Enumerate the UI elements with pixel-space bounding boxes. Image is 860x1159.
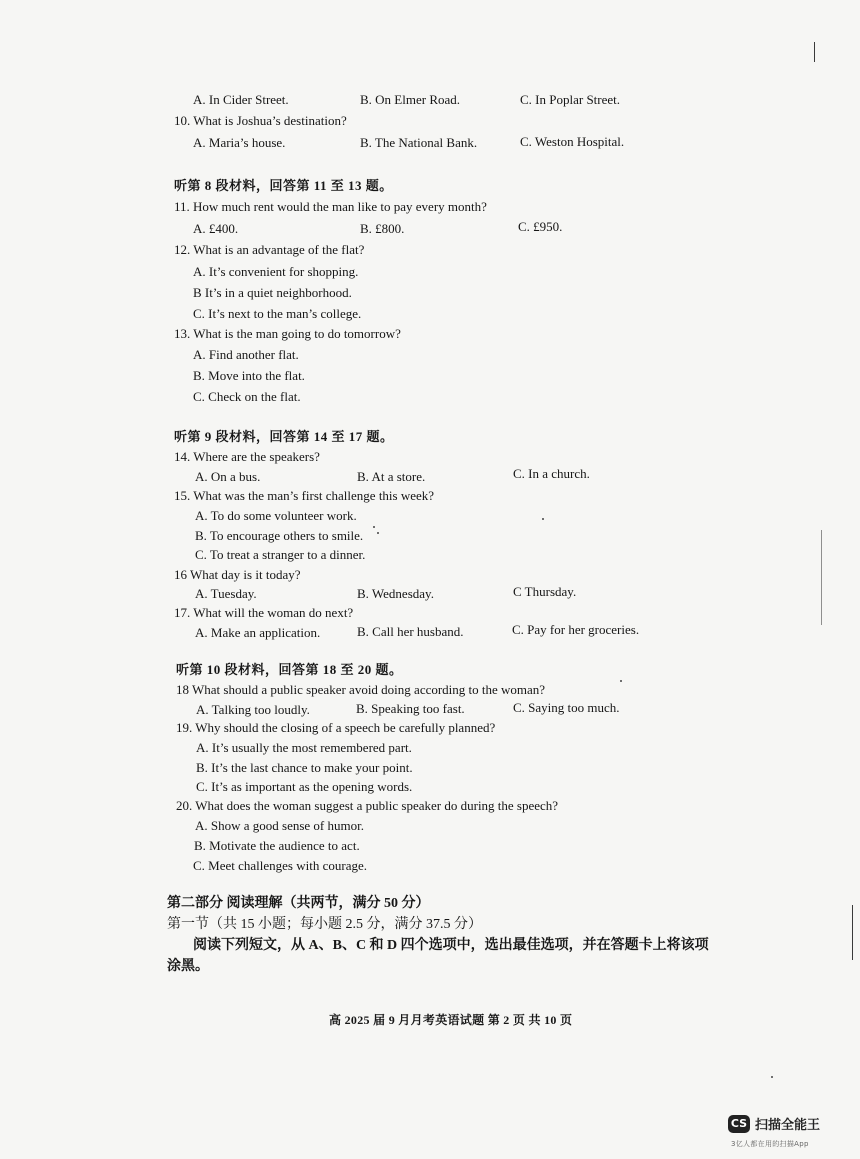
q14-option-b: B. At a store. <box>357 469 426 484</box>
camscanner-logo-icon: CS <box>728 1115 750 1133</box>
scan-speck <box>542 518 544 520</box>
part2-instruction-line1: 阅读下列短文，从 A、B、C 和 D 四个选项中，选出最佳选项，并在答题卡上将该项 <box>193 938 709 953</box>
q20-option-a: A. Show a good sense of humor. <box>195 818 364 833</box>
q17-option-c: C. Pay for her groceries. <box>512 622 640 637</box>
q20-option-c: C. Meet challenges with courage. <box>193 858 367 873</box>
q11-option-c: C. £950. <box>518 219 563 234</box>
section8-header: 听第 8 段材料，回答第 11 至 13 题。 <box>174 178 393 193</box>
q15-option-c: C. To treat a stranger to a dinner. <box>195 547 366 562</box>
q18-option-c: C. Saying too much. <box>513 700 620 715</box>
scan-artifact-line <box>814 42 815 62</box>
q10-option-c: C. Weston Hospital. <box>520 134 625 149</box>
q9-option-a: A. In Cider Street. <box>193 92 289 107</box>
part2-instruction-line2: 涂黑。 <box>167 959 209 974</box>
q16-option-c: C Thursday. <box>513 584 577 599</box>
q9-option-b: B. On Elmer Road. <box>360 92 461 107</box>
scan-speck <box>620 680 622 682</box>
q18-option-a: A. Talking too loudly. <box>196 702 310 717</box>
q17-question: 17. What will the woman do next? <box>174 605 354 620</box>
scan-speck <box>373 526 375 528</box>
q9-option-c: C. In Poplar Street. <box>520 92 621 107</box>
q13-option-b: B. Move into the flat. <box>193 368 305 383</box>
scan-speck <box>377 532 379 534</box>
q17-option-b: B. Call her husband. <box>357 624 464 639</box>
q19-option-c: C. It’s as important as the opening words. <box>196 779 413 794</box>
q16-option-a: A. Tuesday. <box>195 586 257 601</box>
q12-option-b: B It’s in a quiet neighborhood. <box>193 285 352 300</box>
q13-question: 13. What is the man going to do tomorrow? <box>174 326 401 341</box>
q19-question: 19. Why should the closing of a speech be carefully planned? <box>176 720 496 735</box>
q11-option-a: A. £400. <box>193 221 239 236</box>
q13-option-c: C. Check on the flat. <box>193 389 301 404</box>
q13-option-a: A. Find another flat. <box>193 347 299 362</box>
q19-option-b: B. It’s the last chance to make your point. <box>196 760 413 775</box>
q19-option-a: A. It’s usually the most remembered part. <box>196 740 412 755</box>
q17-option-a: A. Make an application. <box>195 625 321 640</box>
q12-option-c: C. It’s next to the man’s college. <box>193 306 362 321</box>
scan-artifact-line <box>821 530 822 625</box>
section10-header: 听第 10 段材料，回答第 18 至 20 题。 <box>176 662 403 677</box>
q11-question: 11. How much rent would the man like to pay every month? <box>174 199 487 214</box>
part2-title: 第二部分 阅读理解（共两节，满分 50 分） <box>167 896 430 911</box>
q10-question: 10. What is Joshua’s destination? <box>174 113 347 128</box>
scan-speck <box>771 1076 773 1078</box>
q16-option-b: B. Wednesday. <box>357 586 434 601</box>
watermark-slogan: 3亿人都在用的扫描App <box>731 1140 809 1148</box>
q10-option-b: B. The National Bank. <box>360 135 478 150</box>
q12-option-a: A. It’s convenient for shopping. <box>193 264 359 279</box>
q14-option-a: A. On a bus. <box>195 469 261 484</box>
q12-question: 12. What is an advantage of the flat? <box>174 242 365 257</box>
q15-question: 15. What was the man’s first challenge this week? <box>174 488 435 503</box>
q20-question: 20. What does the woman suggest a public speaker do during the speech? <box>176 798 559 813</box>
q20-option-b: B. Motivate the audience to act. <box>194 838 360 853</box>
q11-option-b: B. £800. <box>360 221 405 236</box>
watermark-brand: 扫描全能王 <box>755 1118 821 1133</box>
q14-question: 14. Where are the speakers? <box>174 449 320 464</box>
q14-option-c: C. In a church. <box>513 466 590 481</box>
section9-header: 听第 9 段材料，回答第 14 至 17 题。 <box>174 429 394 444</box>
q18-option-b: B. Speaking too fast. <box>356 701 465 716</box>
q18-question: 18 What should a public speaker avoid doing according to the woman? <box>176 682 546 697</box>
part2-section1: 第一节（共 15 小题；每小题 2.5 分，满分 37.5 分） <box>167 917 482 932</box>
q16-question: 16 What day is it today? <box>174 567 301 582</box>
q10-option-a: A. Maria’s house. <box>193 135 286 150</box>
q15-option-b: B. To encourage others to smile. <box>195 528 364 543</box>
page-footer: 高 2025 届 9 月月考英语试题 第 2 页 共 10 页 <box>329 1013 573 1027</box>
scan-artifact-line <box>852 905 853 960</box>
q15-option-a: A. To do some volunteer work. <box>195 508 357 523</box>
